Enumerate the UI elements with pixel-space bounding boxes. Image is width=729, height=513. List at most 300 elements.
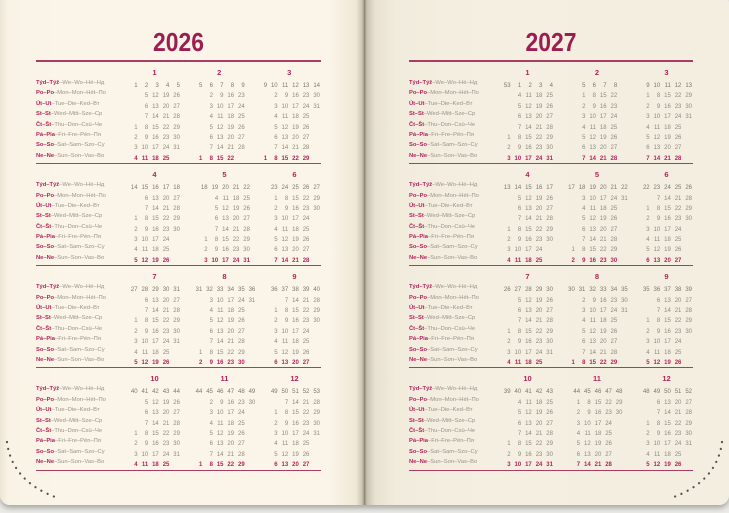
day-number: 12 bbox=[152, 93, 159, 100]
day-number: 25 bbox=[674, 124, 682, 131]
day-number: 13 bbox=[216, 441, 224, 448]
day-number: 22 bbox=[599, 359, 607, 366]
week-number: 37 bbox=[281, 287, 289, 294]
day-number: 8 bbox=[517, 226, 522, 233]
day-number: 12 bbox=[222, 205, 229, 212]
day-number: 24 bbox=[162, 145, 170, 152]
label-bold: Pá–Pia bbox=[36, 234, 56, 241]
label-bold: Út–Ut bbox=[409, 100, 425, 107]
day-number: 30 bbox=[173, 134, 180, 141]
day-number: 11 bbox=[281, 114, 289, 121]
label-gray: –Mon–Mon–Hét–По bbox=[427, 90, 479, 97]
day-number: 2 bbox=[134, 328, 138, 335]
day-number: 24 bbox=[674, 114, 682, 121]
month-number: 10 bbox=[523, 374, 532, 384]
day-row bbox=[193, 99, 246, 109]
month-number: 4 bbox=[152, 170, 157, 180]
label-gray: –We–Wo–Hé–Нд bbox=[59, 284, 105, 291]
day-number: 26 bbox=[302, 349, 310, 356]
month-4 bbox=[128, 168, 181, 263]
day-row bbox=[640, 303, 693, 313]
month-number: 3 bbox=[664, 68, 669, 77]
week-number: 51 bbox=[292, 389, 299, 396]
week-number: 3 bbox=[539, 83, 543, 89]
day-number: 6 bbox=[144, 103, 149, 110]
day-number: 22 bbox=[227, 349, 235, 356]
day-number: 1 bbox=[274, 410, 278, 417]
week-number: 39 bbox=[685, 287, 692, 294]
day-row bbox=[128, 191, 181, 201]
week-number: 48 bbox=[615, 389, 623, 396]
week-number: 22 bbox=[243, 185, 250, 192]
day-number: 17 bbox=[599, 308, 607, 315]
day-number: 11 bbox=[514, 257, 522, 264]
day-number: 27 bbox=[302, 359, 310, 366]
day-number: 22 bbox=[605, 399, 612, 406]
week-numbers-row bbox=[128, 78, 181, 88]
day-number: 24 bbox=[535, 462, 543, 469]
day-number: 25 bbox=[162, 247, 170, 254]
day-number: 4 bbox=[646, 237, 650, 244]
day-number: 3 bbox=[209, 297, 213, 304]
day-number: 18 bbox=[152, 247, 159, 254]
day-row bbox=[193, 334, 257, 344]
day-number: 19 bbox=[152, 257, 159, 264]
day-number: 14 bbox=[152, 420, 159, 427]
day-number: 2 bbox=[507, 237, 511, 244]
day-number: 21 bbox=[227, 145, 235, 152]
month-5 bbox=[198, 168, 251, 263]
month-number: 7 bbox=[152, 272, 157, 282]
sunday-row bbox=[128, 253, 181, 263]
day-number: 18 bbox=[594, 430, 602, 437]
day-number: 17 bbox=[599, 114, 607, 121]
weekday-label bbox=[409, 253, 501, 263]
sunday-row bbox=[640, 151, 693, 161]
week-numbers-row bbox=[640, 384, 693, 394]
day-number: 1 bbox=[507, 134, 511, 141]
day-number: 7 bbox=[582, 237, 586, 244]
day-number: 2 bbox=[507, 145, 511, 152]
label-gray: –Sat–Sam–Szo–Су bbox=[427, 244, 478, 251]
label-bold: So–So bbox=[36, 244, 55, 251]
day-number: 24 bbox=[610, 195, 618, 202]
day-number: 18 bbox=[525, 257, 532, 264]
day-row bbox=[501, 334, 554, 344]
day-number: 25 bbox=[674, 451, 682, 458]
page-2026 bbox=[0, 0, 364, 505]
day-number: 21 bbox=[535, 124, 543, 131]
week-number: 11 bbox=[281, 83, 289, 89]
label-gray: –Sun–Son–Vas–Во bbox=[54, 459, 105, 466]
day-number: 18 bbox=[599, 124, 607, 131]
label-bold: Út–Ut bbox=[409, 407, 425, 414]
day-number: 5 bbox=[214, 205, 219, 212]
label-bold: Út–Ut bbox=[36, 305, 52, 312]
day-number: 8 bbox=[582, 247, 586, 254]
day-number: 20 bbox=[599, 145, 607, 152]
label-gray: –Tue–Die–Ked–Вт bbox=[424, 202, 473, 209]
week-number: 14 bbox=[514, 185, 522, 192]
month-number: 2 bbox=[594, 68, 600, 77]
day-number: 15 bbox=[664, 420, 671, 427]
label-bold: Út–Ut bbox=[409, 305, 425, 312]
day-number: 22 bbox=[232, 237, 240, 244]
day-number: 1 bbox=[274, 195, 278, 202]
day-number: 20 bbox=[227, 441, 235, 448]
day-row bbox=[640, 334, 693, 344]
day-number: 26 bbox=[302, 124, 310, 131]
day-number: 1 bbox=[507, 328, 511, 335]
label-gray: –Sun–Son–Vas–Во bbox=[54, 152, 105, 159]
month-8 bbox=[565, 270, 629, 365]
week-number: 1 bbox=[134, 83, 138, 89]
day-number: 1 bbox=[571, 247, 575, 254]
day-number: 16 bbox=[152, 134, 159, 141]
day-number: 5 bbox=[274, 451, 278, 458]
day-number: 9 bbox=[220, 93, 224, 100]
day-row bbox=[501, 201, 554, 211]
day-number: 9 bbox=[284, 205, 289, 212]
day-number: 6 bbox=[214, 216, 219, 223]
sunday-row bbox=[640, 253, 693, 263]
day-number: 23 bbox=[605, 410, 612, 417]
day-number: 21 bbox=[599, 155, 607, 162]
label-bold: Ne–Ne bbox=[36, 459, 55, 466]
weekday-label bbox=[36, 109, 128, 119]
day-number: 2 bbox=[582, 297, 586, 304]
day-row bbox=[268, 345, 321, 355]
day-number: 5 bbox=[144, 399, 149, 406]
day-number: 8 bbox=[209, 349, 213, 356]
day-number: 11 bbox=[525, 93, 532, 100]
week-number: 50 bbox=[664, 389, 671, 396]
label-gray: –Wed–Mitt–Sze–Ср bbox=[50, 111, 103, 118]
week-number: 26 bbox=[503, 287, 511, 294]
day-number: 12 bbox=[589, 328, 596, 335]
day-number: 5 bbox=[209, 124, 213, 131]
day-number: 22 bbox=[535, 328, 543, 335]
weekday-label bbox=[36, 201, 128, 211]
week-numbers-row bbox=[640, 180, 693, 190]
sunday-row bbox=[501, 151, 554, 161]
day-number: 19 bbox=[227, 318, 235, 325]
day-number: 26 bbox=[238, 318, 245, 325]
week-number: 15 bbox=[525, 185, 532, 192]
week-number: 22 bbox=[621, 185, 628, 192]
week-numbers-row bbox=[128, 282, 181, 292]
week-number: 23 bbox=[653, 185, 661, 192]
day-number: 11 bbox=[514, 359, 522, 366]
day-row bbox=[257, 109, 321, 119]
week-number: 41 bbox=[141, 389, 149, 396]
weekday-label-column bbox=[36, 168, 128, 263]
week-number: 40 bbox=[130, 389, 138, 396]
day-number: 25 bbox=[535, 359, 543, 366]
week-number: 42 bbox=[535, 389, 543, 396]
label-bold: Čt–Št bbox=[36, 121, 52, 128]
label-bold: St–St bbox=[409, 111, 424, 118]
day-number: 14 bbox=[525, 124, 532, 131]
week-number: 50 bbox=[281, 389, 289, 396]
weekday-label bbox=[36, 88, 128, 98]
day-number: 8 bbox=[656, 420, 661, 427]
month-3 bbox=[640, 66, 693, 161]
label-gray: –Tue–Die–Ked–Вт bbox=[51, 407, 100, 414]
day-number: 21 bbox=[302, 297, 310, 304]
label-gray: –Sun–Son–Vas–Во bbox=[427, 356, 478, 363]
week-number: 3 bbox=[155, 83, 159, 89]
label-bold: Ne–Ne bbox=[409, 152, 428, 159]
day-number: 27 bbox=[173, 103, 180, 110]
day-number: 7 bbox=[144, 205, 149, 212]
day-number: 13 bbox=[152, 297, 159, 304]
day-number: 7 bbox=[646, 155, 650, 162]
label-gray: –Wed–Mitt–Sze–Ср bbox=[423, 315, 476, 322]
day-row bbox=[128, 99, 181, 109]
weekday-label bbox=[36, 232, 128, 242]
day-number: 6 bbox=[517, 114, 522, 121]
day-number: 12 bbox=[216, 318, 224, 325]
label-gray: –Tue–Die–Ked–Вт bbox=[51, 305, 100, 312]
label-gray: –Fri–Fre–Pén–Пя bbox=[55, 336, 101, 343]
week-number: 31 bbox=[195, 287, 203, 294]
week-number: 6 bbox=[592, 83, 596, 89]
day-number: 8 bbox=[209, 155, 213, 162]
day-number: 10 bbox=[589, 195, 596, 202]
label-bold: Po–Po bbox=[36, 396, 55, 403]
day-number: 25 bbox=[238, 114, 245, 121]
day-number: 21 bbox=[292, 257, 299, 264]
day-number: 28 bbox=[610, 237, 618, 244]
day-number: 28 bbox=[610, 349, 618, 356]
day-number: 11 bbox=[281, 339, 289, 346]
day-number: 4 bbox=[582, 205, 586, 212]
month-row bbox=[409, 66, 693, 161]
day-row bbox=[128, 88, 181, 98]
day-number: 30 bbox=[313, 205, 320, 212]
day-number: 16 bbox=[152, 441, 159, 448]
week-number: 43 bbox=[546, 389, 553, 396]
day-number: 31 bbox=[621, 308, 628, 315]
week-number: 12 bbox=[292, 83, 299, 89]
day-number: 29 bbox=[302, 155, 310, 162]
day-row bbox=[640, 99, 693, 109]
day-number: 4 bbox=[646, 349, 650, 356]
day-row bbox=[268, 201, 321, 211]
week-number: 17 bbox=[162, 185, 170, 192]
day-number: 29 bbox=[610, 359, 618, 366]
day-number: 4 bbox=[274, 226, 278, 233]
label-gray: –Mon–Mon–Hét–По bbox=[427, 294, 479, 301]
label-bold: Pá–Pia bbox=[409, 438, 429, 445]
week-number: 44 bbox=[195, 389, 203, 396]
label-spacer bbox=[409, 66, 501, 78]
day-number: 14 bbox=[664, 308, 671, 315]
day-number: 6 bbox=[274, 134, 278, 141]
day-number: 18 bbox=[152, 155, 159, 162]
day-number: 10 bbox=[653, 339, 661, 346]
day-row bbox=[193, 293, 257, 303]
label-bold: Po–Po bbox=[36, 294, 55, 301]
weekday-label-column bbox=[409, 270, 501, 365]
week-number: 20 bbox=[222, 185, 229, 192]
day-number: 19 bbox=[292, 349, 299, 356]
day-row bbox=[640, 242, 693, 252]
day-number: 28 bbox=[546, 318, 553, 325]
months-area bbox=[501, 372, 693, 467]
day-number: 22 bbox=[227, 155, 235, 162]
day-number: 24 bbox=[238, 410, 245, 417]
day-row bbox=[571, 447, 624, 457]
day-number: 9 bbox=[582, 257, 586, 264]
day-number: 22 bbox=[535, 134, 543, 141]
day-number: 27 bbox=[546, 114, 553, 121]
day-number: 22 bbox=[674, 205, 682, 212]
day-number: 1 bbox=[134, 216, 138, 223]
day-number: 31 bbox=[546, 462, 553, 469]
day-number: 18 bbox=[292, 226, 299, 233]
day-row bbox=[198, 222, 251, 232]
day-number: 28 bbox=[685, 308, 692, 315]
weekday-label bbox=[409, 324, 501, 334]
sunday-row bbox=[193, 457, 257, 467]
day-number: 25 bbox=[610, 124, 618, 131]
day-number: 4 bbox=[274, 441, 278, 448]
day-number: 24 bbox=[302, 103, 310, 110]
day-number: 11 bbox=[217, 420, 224, 427]
week-number: 17 bbox=[568, 185, 575, 192]
day-number: 24 bbox=[610, 308, 618, 315]
day-number: 18 bbox=[292, 441, 299, 448]
weekday-label bbox=[36, 416, 128, 426]
day-row bbox=[501, 293, 554, 303]
day-number: 6 bbox=[144, 410, 149, 417]
label-bold: Út–Ut bbox=[36, 202, 52, 209]
day-number: 10 bbox=[281, 216, 289, 223]
day-number: 21 bbox=[599, 349, 607, 356]
day-number: 13 bbox=[152, 195, 159, 202]
day-number: 7 bbox=[144, 114, 149, 121]
week-number: 27 bbox=[313, 185, 320, 192]
day-number: 2 bbox=[134, 441, 138, 448]
day-number: 20 bbox=[594, 451, 602, 458]
day-row bbox=[128, 334, 181, 344]
day-number: 17 bbox=[227, 103, 235, 110]
weekday-label-column bbox=[36, 270, 128, 365]
day-number: 23 bbox=[610, 297, 618, 304]
day-row bbox=[501, 130, 554, 140]
day-row bbox=[576, 140, 618, 150]
day-number: 24 bbox=[610, 114, 618, 121]
week-number: 5 bbox=[582, 83, 586, 89]
day-row bbox=[193, 345, 257, 355]
day-number: 20 bbox=[599, 226, 607, 233]
day-number: 18 bbox=[664, 124, 671, 131]
day-number: 17 bbox=[292, 430, 299, 437]
day-number: 1 bbox=[134, 430, 138, 437]
sunday-row bbox=[501, 457, 554, 467]
day-number: 30 bbox=[615, 410, 623, 417]
weekday-label bbox=[36, 151, 128, 161]
day-number: 10 bbox=[584, 420, 591, 427]
sunday-row bbox=[268, 355, 321, 365]
weekday-label bbox=[409, 405, 501, 415]
day-number: 10 bbox=[281, 103, 289, 110]
day-number: 15 bbox=[292, 410, 299, 417]
week-number: 18 bbox=[173, 185, 180, 192]
day-number: 21 bbox=[162, 205, 170, 212]
day-number: 2 bbox=[582, 103, 586, 110]
day-number: 6 bbox=[582, 226, 586, 233]
label-bold: Po–Po bbox=[409, 90, 428, 97]
day-number: 24 bbox=[232, 257, 240, 264]
day-number: 5 bbox=[646, 359, 650, 366]
week-number: 16 bbox=[535, 185, 543, 192]
day-number: 30 bbox=[685, 216, 692, 223]
day-number: 3 bbox=[134, 237, 138, 244]
day-row bbox=[193, 405, 257, 415]
day-number: 4 bbox=[517, 93, 522, 100]
day-number: 2 bbox=[507, 451, 511, 458]
weekday-label bbox=[36, 99, 128, 109]
day-number: 20 bbox=[664, 257, 671, 264]
label-bold: Út–Ut bbox=[36, 100, 52, 107]
day-number: 20 bbox=[227, 134, 235, 141]
day-row bbox=[640, 405, 693, 415]
day-number: 30 bbox=[546, 145, 553, 152]
day-number: 4 bbox=[507, 257, 511, 264]
day-number: 1 bbox=[204, 237, 208, 244]
day-row bbox=[576, 88, 618, 98]
day-number: 26 bbox=[674, 359, 682, 366]
weekday-label bbox=[36, 334, 128, 344]
label-gray: –Mon–Mon–Hét–По bbox=[54, 192, 106, 199]
day-number: 10 bbox=[514, 349, 522, 356]
day-row bbox=[640, 211, 693, 221]
day-row bbox=[501, 416, 554, 426]
day-row bbox=[640, 313, 693, 323]
day-number: 10 bbox=[281, 328, 289, 335]
day-number: 17 bbox=[222, 257, 229, 264]
day-number: 19 bbox=[599, 328, 607, 335]
day-number: 6 bbox=[274, 359, 278, 366]
day-number: 21 bbox=[674, 308, 682, 315]
day-number: 29 bbox=[546, 328, 553, 335]
day-number: 19 bbox=[292, 237, 299, 244]
day-number: 9 bbox=[517, 339, 522, 346]
day-number: 3 bbox=[274, 430, 278, 437]
day-number: 17 bbox=[525, 155, 532, 162]
day-row bbox=[257, 99, 321, 109]
month-number: 6 bbox=[292, 170, 297, 180]
day-number: 19 bbox=[292, 124, 299, 131]
day-number: 29 bbox=[173, 124, 180, 131]
day-number: 20 bbox=[664, 145, 671, 152]
day-number: 7 bbox=[517, 124, 522, 131]
label-bold: Út–Ut bbox=[36, 407, 52, 414]
day-number: 16 bbox=[525, 237, 532, 244]
day-number: 30 bbox=[248, 399, 256, 406]
week-numbers-row bbox=[640, 282, 693, 292]
day-row bbox=[640, 88, 693, 98]
day-number: 2 bbox=[204, 247, 208, 254]
day-number: 11 bbox=[653, 349, 661, 356]
month-10 bbox=[128, 372, 181, 467]
weekday-label bbox=[36, 242, 128, 252]
day-number: 13 bbox=[525, 308, 532, 315]
day-number: 7 bbox=[214, 226, 219, 233]
